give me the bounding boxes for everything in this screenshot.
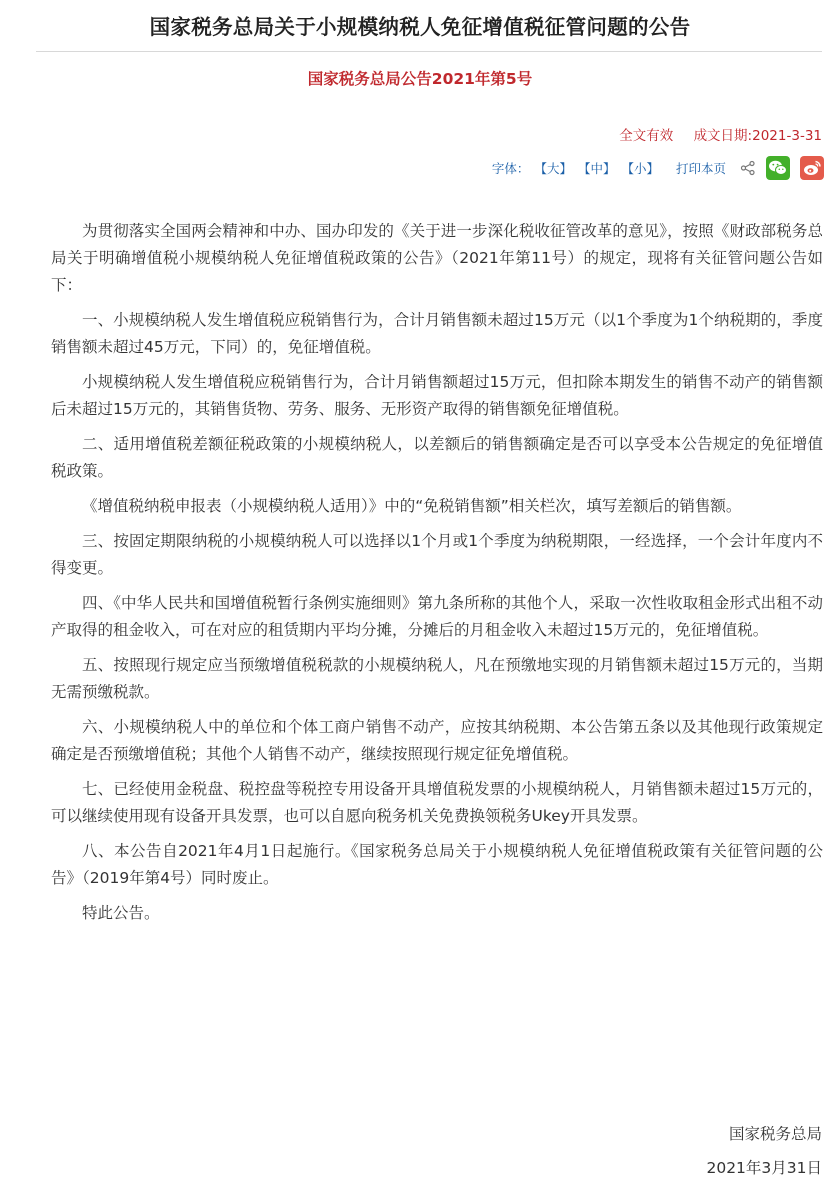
paragraph-intro: 为贯彻落实全国两会精神和中办、国办印发的《关于进一步深化税收征管改革的意见》，按照《财政部税务总局关于明确增值税小规模纳税人免征增值税政策的公告》（2021年第11号）的规定，现将有关征管问题公告如下：	[51, 222, 823, 294]
paragraph-article-5: 五、按照现行规定应当预缴增值税税款的小规模纳税人，凡在预缴地实现的月销售额未超过15万元的，当期无需预缴税款。	[51, 656, 823, 701]
signature-date: 2021年3月31日	[706, 1159, 822, 1177]
signature-organization: 国家税务总局	[728, 1125, 822, 1143]
font-size-label: 字体：	[491, 161, 530, 176]
date-label: 成文日期:	[693, 128, 753, 144]
date-value: 2021-3-31	[752, 128, 822, 144]
font-medium-button[interactable]: 【中】	[577, 161, 616, 176]
font-small-button[interactable]: 【小】	[621, 161, 659, 176]
wechat-icon[interactable]	[766, 156, 790, 180]
paragraph-article-3: 三、按固定期限纳税的小规模纳税人可以选择以1个月或1个季度为纳税期限，一经选择，一个会计年度内不得变更。	[51, 532, 823, 577]
print-button[interactable]: 打印本页	[675, 161, 726, 176]
font-large-button[interactable]: 【大】	[534, 161, 572, 176]
document-number: 国家税务总局公告2021年第5号	[307, 70, 533, 88]
paragraph-article-4: 四、《中华人民共和国增值税暂行条例实施细则》第九条所称的其他个人，采取一次性收取租金形式出租不动产取得的租金收入，可在对应的租赁期内平均分摊，分摊后的月租金收入未超过15万元的，免征增值税。	[51, 594, 823, 639]
paragraph-closing: 特此公告。	[82, 904, 160, 922]
page-toolbar	[492, 154, 824, 182]
paragraph-article-6: 六、小规模纳税人中的单位和个体工商户销售不动产，应按其纳税期、本公告第五条以及其他现行政策规定确定是否预缴增值税；其他个人销售不动产，继续按照现行规定征免增值税。	[51, 718, 823, 763]
validity-status: 全文有效	[619, 128, 674, 144]
paragraph-article-1: 一、小规模纳税人发生增值税应税销售行为，合计月销售额未超过15万元（以1个季度为1个纳税期的，季度销售额未超过45万元，下同）的，免征增值税。	[51, 311, 823, 356]
paragraph-article-2-supplement: 《增值税纳税申报表（小规模纳税人适用）》中的“免税销售额”相关栏次，填写差额后的销售额。	[82, 497, 742, 515]
paragraph-article-8: 八、本公告自2021年4月1日起施行。《国家税务总局关于小规模纳税人免征增值税政策有关征管问题的公告》（2019年第4号）同时废止。	[51, 842, 823, 887]
paragraph-article-1-supplement: 小规模纳税人发生增值税应税销售行为，合计月销售额超过15万元，但扣除本期发生的销售不动产的销售额后未超过15万元的，其销售货物、劳务、服务、无形资产取得的销售额免征增值税。	[51, 373, 823, 418]
article-body	[51, 218, 823, 935]
share-icon[interactable]	[740, 160, 756, 176]
page-title: 国家税务总局关于小规模纳税人免征增值税征管问题的公告	[149, 15, 691, 39]
paragraph-article-7: 七、已经使用金税盘、税控盘等税控专用设备开具增值税发票的小规模纳税人，月销售额未超过15万元的，可以继续使用现有设备开具发票，也可以自愿向税务机关免费换领税务Ukey开具发票。	[51, 780, 823, 825]
paragraph-article-2: 二、适用增值税差额征税政策的小规模纳税人，以差额后的销售额确定是否可以享受本公告规定的免征增值税政策。	[51, 435, 823, 480]
document-meta	[619, 124, 822, 144]
weibo-icon[interactable]	[800, 156, 824, 180]
title-divider	[36, 51, 822, 52]
